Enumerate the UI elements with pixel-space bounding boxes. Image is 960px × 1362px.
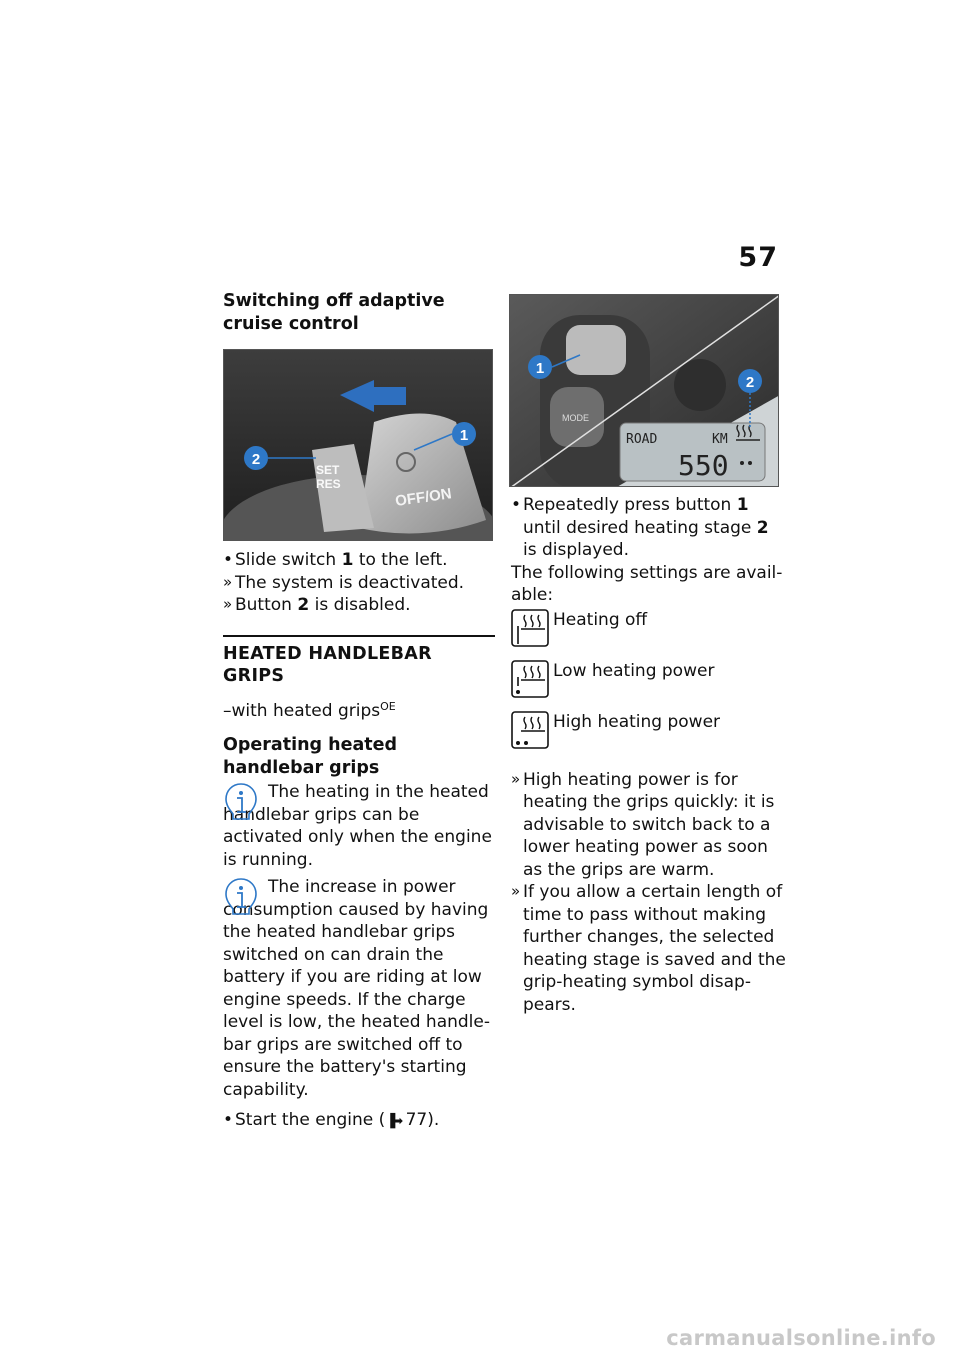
note-2-text: The increase in power consumption caused by having the heated handlebar grips switched on can drain the battery if you are riding at low engine speeds. If the charge level is low, the heated handle-bar grips are switched off to ensure the battery's starting capability. xyxy=(223,877,490,1100)
cruise-control-switch-figure xyxy=(223,349,493,541)
callout-2-label: 2 xyxy=(745,374,755,391)
step-slide-switch: • Slide switch 1 to the left. xyxy=(223,549,495,572)
watermark: carmanualsonline.info xyxy=(666,1326,936,1350)
setting-label: Heating off xyxy=(553,609,648,630)
note-1-text: The heating in the heated handlebar grips can be activated only when the engine is running. xyxy=(223,782,492,870)
page-ref-number: 77 xyxy=(405,1110,428,1130)
cruise-steps xyxy=(223,549,495,617)
subheading-operating-grips: Operating heated handlebar grips xyxy=(223,735,398,778)
heated-grips-illustration xyxy=(510,295,779,487)
odometer-reading: 550 xyxy=(678,449,729,482)
result-saved-stage: » If you allow a certain length of time to pass without making further changes, the selected heating stage is saved and the grip-heating symbol disap-pears. xyxy=(511,881,786,1016)
callout-1-label: 1 xyxy=(535,360,545,377)
cruise-switch-illustration xyxy=(224,350,493,541)
heated-grips-figure xyxy=(509,294,779,487)
low-heating-icon xyxy=(511,660,549,698)
setting-label: High heating power xyxy=(553,711,721,732)
page-ref-arrow-icon: ▐➡ xyxy=(385,1114,401,1129)
high-heating-icon xyxy=(511,711,549,749)
section-title-heated-grips: HEATED HANDLEBAR GRIPS xyxy=(223,643,432,686)
setting-label: Low heating power xyxy=(553,660,715,681)
oe-superscript: OE xyxy=(380,699,396,713)
result-system-deactivated: » The system is deactivated. xyxy=(223,572,495,595)
road-label: ROAD xyxy=(626,432,658,447)
settings-intro: The following settings are avail-able: xyxy=(511,562,783,605)
set-label: SET xyxy=(316,463,340,477)
info-icon xyxy=(223,876,259,916)
info-icon xyxy=(223,781,259,821)
heating-off-icon xyxy=(511,609,549,647)
setting-low-heating xyxy=(511,660,786,711)
info-note-1 xyxy=(223,781,495,871)
left-column xyxy=(223,290,495,1134)
result-button-disabled: » Button 2 is disabled. xyxy=(223,594,495,617)
step-start-engine: • Start the engine (▐➡ 77). xyxy=(223,1109,495,1134)
option-note: –with heated grips$^{OE}$ xyxy=(223,699,396,721)
res-label: RES xyxy=(316,477,341,491)
callout-2-label: 2 xyxy=(251,451,261,468)
right-column xyxy=(511,294,786,1016)
heading-switch-off-cruise: Switching off adaptive cruise control xyxy=(223,291,445,334)
page-number: 57 xyxy=(738,242,778,273)
section-divider xyxy=(223,635,495,637)
offon-label: OFF/ON xyxy=(394,485,453,510)
setting-heating-off xyxy=(511,609,786,660)
step-press-button: • Repeatedly press button 1 until desired heating stage 2 is displayed. xyxy=(511,494,786,562)
setting-high-heating xyxy=(511,711,786,767)
result-high-heating: » High heating power is for heating the grips quickly: it is advisable to switch back to a lower heating power as soon as the grips are warm. xyxy=(511,769,786,882)
km-label: KM xyxy=(712,432,728,447)
info-note-2 xyxy=(223,876,495,1101)
callout-1-label: 1 xyxy=(459,427,469,444)
mode-label: MODE xyxy=(562,413,589,423)
